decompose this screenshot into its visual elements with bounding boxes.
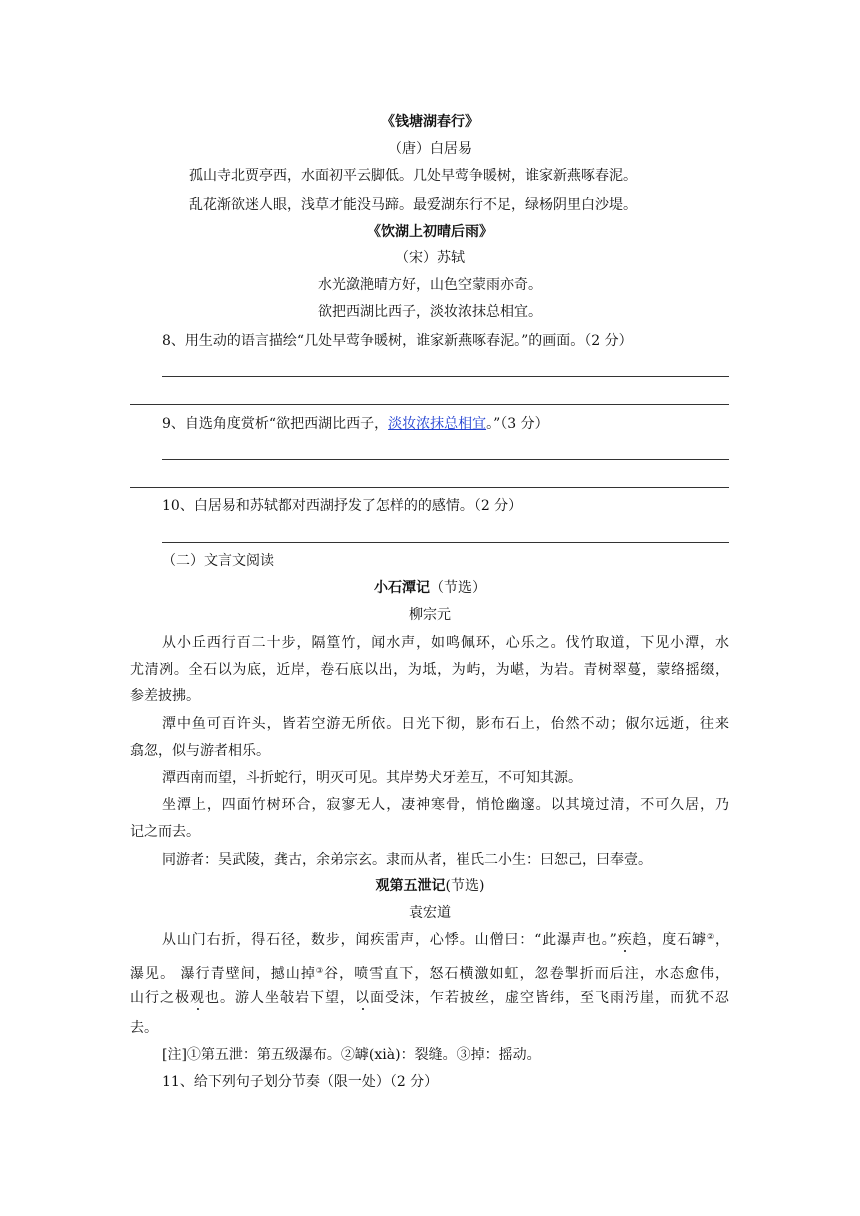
text1-p4-line-2: 记之而去。 bbox=[130, 824, 200, 840]
text1-p1-line-2: 尤清冽。全石以为底，近岸，卷石底以出，为坻，为屿，为嵁，为岩。青树翠蔓，蒙络摇缀， bbox=[130, 662, 729, 678]
answer-line bbox=[130, 404, 729, 405]
text2-line-3 bbox=[130, 988, 729, 1008]
answer-line bbox=[162, 459, 729, 460]
text1-p2-line-1: 潭中鱼可百许头，皆若空游无所依。日光下彻，影布石上，佁然不动；俶尔远逝，往来 bbox=[162, 716, 729, 732]
text-run: 谷，喷雪直下，怒石横激如虹，忽卷掣折而后注，水态愈伟， bbox=[324, 966, 730, 982]
answer-line bbox=[162, 542, 729, 543]
text-run: 从山门右折，得石径，数步，闻疾雷声，心悸。山僧曰：“此瀑声也。” bbox=[162, 932, 617, 948]
text1-author: 柳宗元 bbox=[409, 607, 451, 623]
text1-title: 小石潭记 bbox=[374, 580, 430, 596]
poem1-author: （唐）白居易 bbox=[388, 141, 472, 157]
text2-author: 袁宏道 bbox=[409, 905, 451, 921]
dotted-char: 以 bbox=[355, 990, 370, 1006]
poem2-author: （宋）苏轼 bbox=[395, 250, 465, 266]
poem1-title: 《钱塘湖春行》 bbox=[381, 114, 479, 130]
poem1-line-1: 孤山寺北贾亭西，水面初平云脚低。几处早莺争暖树，谁家新燕啄春泥。 bbox=[189, 168, 637, 184]
text1-title-note: （节选） bbox=[430, 580, 486, 596]
text2-title-note: (节选) bbox=[445, 878, 485, 894]
text2-line-1 bbox=[162, 930, 729, 950]
text-run: 趋，度石罅 bbox=[632, 932, 707, 948]
question-9-suffix: 。”（3 分） bbox=[486, 416, 549, 432]
text-run: 敧 bbox=[280, 990, 295, 1006]
question-9 bbox=[162, 414, 549, 434]
text1-p1-line-3: 参差披拂。 bbox=[130, 688, 200, 704]
answer-line bbox=[162, 376, 729, 377]
text1-p4-line-1: 坐潭上，四面竹树环合，寂寥无人，凄神寒骨，悄怆幽邃。以其境过清，不可久居，乃 bbox=[162, 797, 729, 813]
question-9-link[interactable]: 淡妆浓抹总相宜 bbox=[388, 416, 487, 432]
text2-heading bbox=[0, 876, 860, 896]
footnote-mark: ③ bbox=[315, 966, 325, 975]
text-run: 也。游人坐 bbox=[205, 990, 280, 1006]
text-run: 山行之极 bbox=[130, 990, 190, 1006]
text1-p5: 同游者：吴武陵，龚古，余弟宗玄。隶而从者，崔氏二小生：曰恕己，曰奉壹。 bbox=[162, 852, 652, 868]
text2-line-4: 去。 bbox=[130, 1020, 158, 1036]
poem2-title: 《饮湖上初晴后雨》 bbox=[367, 224, 493, 240]
poem2-line-1: 水光潋滟晴方好，山色空蒙雨亦奇。 bbox=[318, 277, 542, 293]
text-run: 瀑见。 瀑行青壁间，撼山掉 bbox=[130, 966, 316, 982]
text1-heading bbox=[0, 578, 860, 598]
question-8: 8、用生动的语言描绘“几处早莺争暖树，谁家新燕啄春泥。”的画面。（2 分） bbox=[162, 333, 633, 349]
text1-p2-line-2: 翕忽，似与游者相乐。 bbox=[130, 743, 270, 759]
text1-p1-line-1: 从小丘西行百二十步，隔篁竹，闻水声，如鸣佩环，心乐之。伐竹取道，下见小潭，水 bbox=[162, 635, 729, 651]
dotted-char: 疾 bbox=[616, 932, 633, 948]
dotted-char: 观 bbox=[190, 990, 205, 1006]
text2-note: [注]①第五泄：第五级瀑布。②罅(xià)：裂缝。③掉：摇动。 bbox=[162, 1047, 541, 1063]
section-2-label: （二）文言文阅读 bbox=[162, 553, 274, 569]
text1-p3: 潭西南而望，斗折蛇行，明灭可见。其岸势犬牙差互，不可知其源。 bbox=[162, 770, 582, 786]
answer-line bbox=[130, 487, 729, 488]
footnote-mark: ② bbox=[706, 932, 716, 941]
question-10: 10、白居易和苏轼都对西湖抒发了怎样的的感情。（2 分） bbox=[162, 498, 523, 514]
text-run: 岩下望， bbox=[295, 990, 355, 1006]
question-11: 11、给下列句子划分节奏（限一处）（2 分） bbox=[162, 1074, 439, 1090]
question-9-prefix: 9、自选角度赏析“欲把西湖比西子， bbox=[162, 416, 389, 432]
text2-title: 观第五泄记 bbox=[375, 878, 446, 894]
text2-line-2 bbox=[130, 964, 729, 984]
poem2-line-2: 欲把西湖比西子，淡妆浓抹总相宜。 bbox=[318, 304, 542, 320]
text-run: 面受沫，乍若披丝，虚空皆纬，至飞雨汚崖，而犹不忍 bbox=[370, 990, 729, 1006]
text-run: ， bbox=[715, 932, 730, 948]
poem1-line-2: 乱花渐欲迷人眼，浅草才能没马蹄。最爱湖东行不足，绿杨阴里白沙堤。 bbox=[189, 197, 637, 213]
